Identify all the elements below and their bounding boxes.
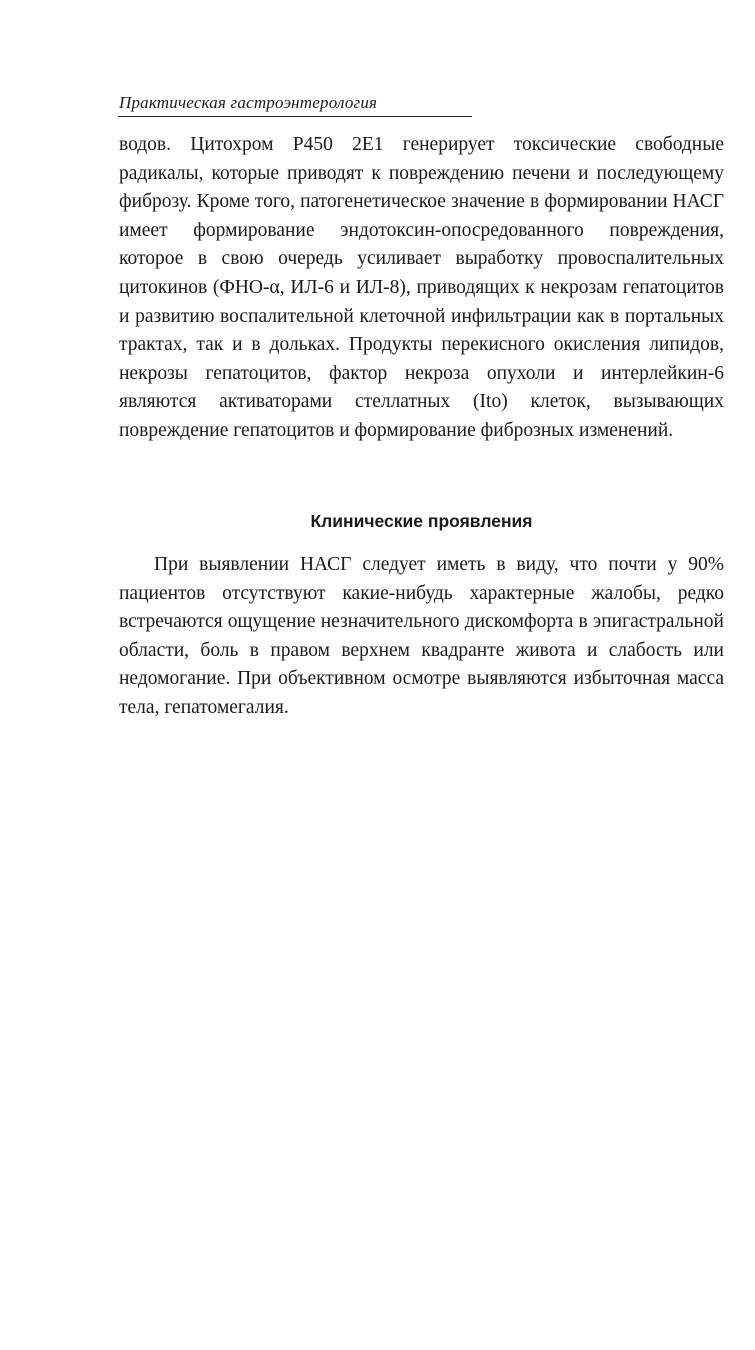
paragraph-clinical: При выявлении НАСГ следует иметь в виду, что почти у 90% пациентов отсутствуют какие-нибудь характерные жалобы, редко встречаются ощущение незначительного дискомфорта в эпигастральной области, боль в правом верхнем квадранте живота и слабость или недомогание. При объективном осмотре выявляются избыточная масса тела, гепатомегалия. [119, 554, 724, 718]
running-head: Практическая гастроэнтерология [119, 93, 378, 112]
paragraph-pathogenesis: водов. Цитохром Р450 2Е1 генерирует токсические свободные радикалы, которые приводят к повреждению печени и последующему фиброзу. Кроме того, патогенетическое значение в формировании НАСГ имеет формирование эндотоксин-опосредованного повреждения, которое в свою очередь усиливает выработку провоспалительных цитокинов (ФНО-α, ИЛ-6 и ИЛ-8), приводящих к некрозам гепатоцитов и развитию воспалительной клеточной инфильтрации как в портальных трактах, так и в дольках. Продукты перекисного окисления липидов, некрозы гепатоцитов, фактор некроза опухоли и интерлейкин-6 являются активаторами стеллатных (Ito) клеток, вызывающих повреждение гепатоцитов и формирование фиброзных изменений. [119, 134, 724, 441]
heading-clinical-manifestations: Клинические проявления [310, 511, 533, 531]
header-rule [118, 116, 472, 117]
